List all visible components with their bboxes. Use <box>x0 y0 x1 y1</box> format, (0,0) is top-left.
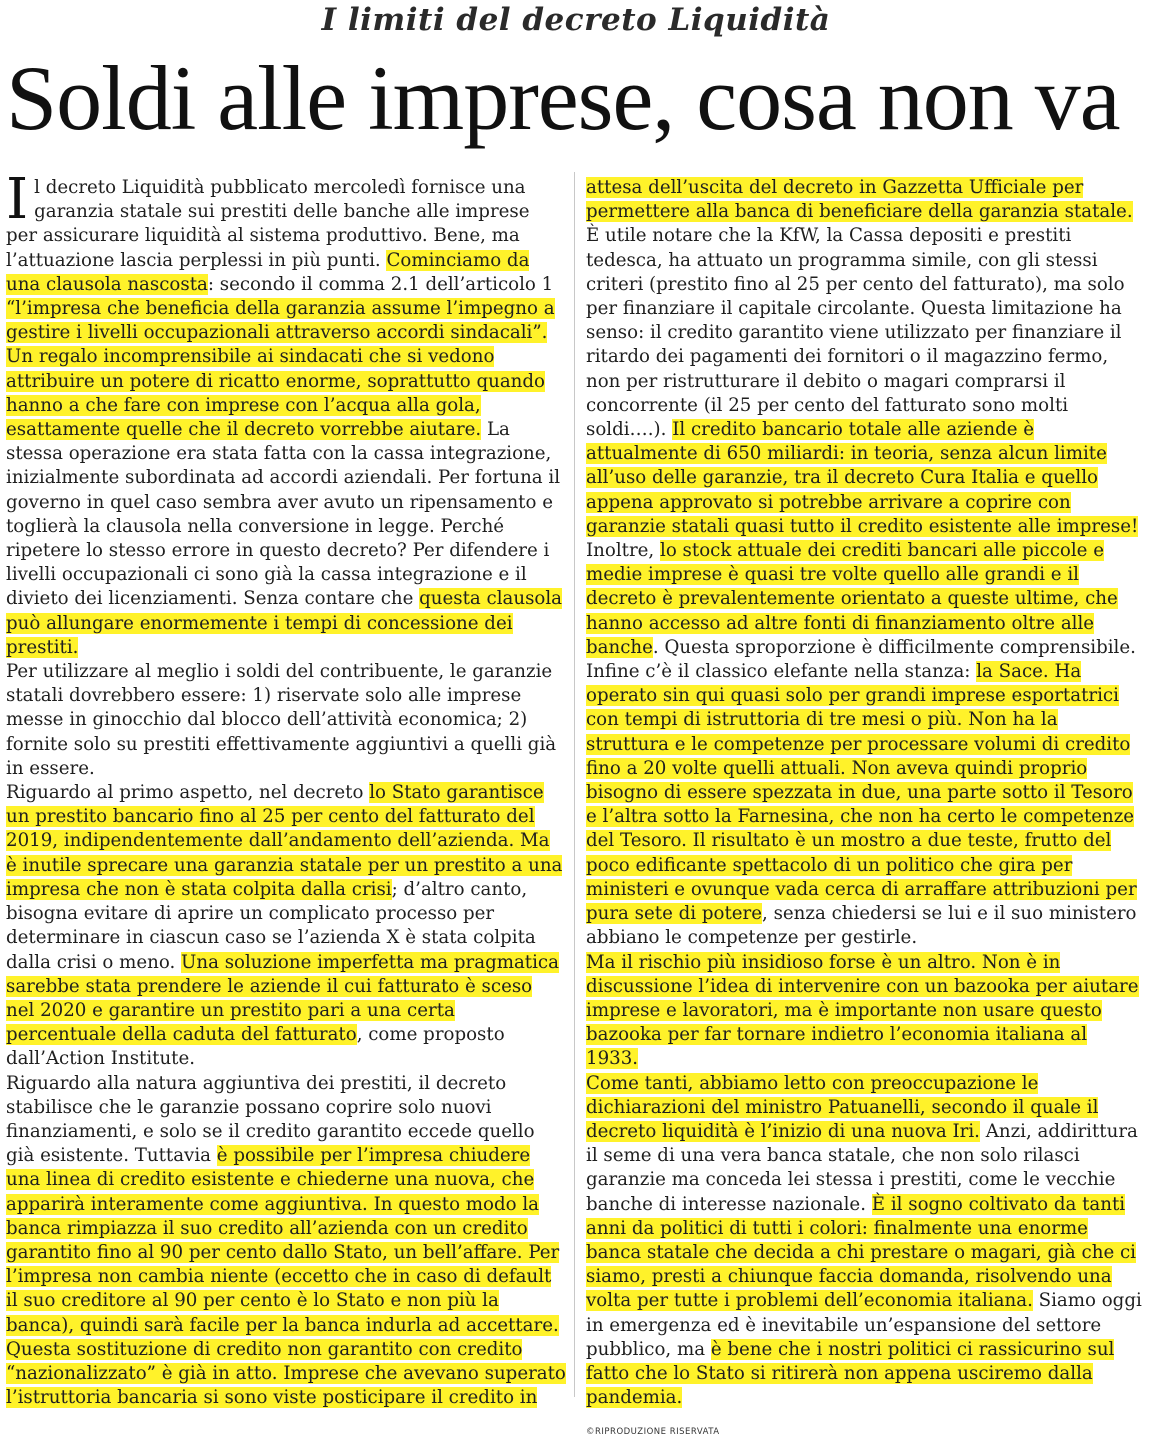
highlighted-text: è bene che i nostri politici ci rassicurino sul fatto che lo Stato si ritirerà non appena usciremo dalla pandemia. <box>586 1338 1115 1409</box>
text-run: , senza chiedersi se lui e il suo ministero abbiano le competenze per gestirle. <box>586 903 1137 949</box>
text-run: Per utilizzare al meglio i soldi del contribuente, le garanzie statali dovrebbero essere: 1) riservate solo alle imprese messe in ginocchio dal blocco dell’attività economica; 2) fornite solo su prestiti effettivamente aggiuntivi a quelli già in essere. <box>6 661 557 779</box>
highlighted-text: “l’impresa che beneficia della garanzia assume l’impegno a gestire i livelli occupazionali attraverso accordi sindacali”. Un regalo incomprensibile ai sindacati che si vedono attribuire un potere di ricatto enorme, soprattutto quando hanno a che fare con imprese con l’acqua alla gola, esattamente quelle che il decreto vorrebbe aiutare. <box>6 298 555 441</box>
text-run: Riguardo alla natura aggiuntiva dei prestiti, il decreto stabilisce che le garanzie possano coprire solo nuovi finanziamenti, e solo se il credito garantito eccede quello già esistente. Tuttavia <box>6 1072 535 1167</box>
article-kicker: I limiti del decreto Liquidità <box>321 2 831 38</box>
article-paragraph <box>6 660 566 781</box>
article-paragraph <box>6 167 566 660</box>
text-run: . Questa sproporzione è difficilmente comprensibile. <box>652 636 1136 658</box>
drop-cap: I <box>6 167 29 232</box>
text-run: Siamo oggi in emergenza ed è inevitabile un’espansione del settore pubblico, ma <box>586 1290 1142 1360</box>
text-run: Riguardo al primo aspetto, nel decreto <box>6 782 370 804</box>
article-paragraph <box>6 781 566 1071</box>
highlighted-text: lo Stato garantisce un prestito bancario fino al 25 per cento del fatturato del 2019, indipendentemente dall’andamento dell’azienda. Ma è inutile sprecare una garanzia statale per un prestito a una impresa che non è stata colpita dalla crisi <box>6 782 563 900</box>
article-paragraph <box>586 539 1144 660</box>
highlighted-text: Ma il rischio più insidioso forse è un altro. Non è in discussione l’idea di intervenire con un bazooka per aiutare imprese e lavoratori, ma è importante non usare questo bazooka per far tornare indietro l’economia italiana al 1933. <box>586 951 1139 1070</box>
article-paragraph <box>586 224 1144 539</box>
article-headline: Soldi alle imprese, cosa non va <box>6 47 1120 149</box>
article-paragraph <box>586 660 1144 950</box>
article-paragraph <box>586 951 1144 1072</box>
highlighted-text: è possibile per l’impresa chiudere una linea di credito esistente e chiederne una nuova, che apparirà interamente come aggiuntiva. In questo modo la banca rimpiazza il suo credito all’azienda con un credito garantito fino al 90 per cento dallo Stato, un bell’affare. Per l’impresa non cambia niente (eccetto che in caso di default il suo creditore al 90 per cento è lo Stato e non più la banca), quindi sarà facile per la banca indurla ad accettare. Questa sostituzione di credito non garantito con credito “nazionalizzato” è già in atto. Imprese che avevano superato l’istruttoria bancaria si sono viste posticipare il credito in <box>6 1145 566 1409</box>
highlighted-text: Una soluzione imperfetta ma pragmatica sarebbe stata prendere le aziende il cui fatturato è sceso nel 2020 e garantire un prestito pari a una certa percentuale della caduta del fatturato <box>6 951 559 1046</box>
text-run: Infine c’è il classico elefante nella stanza: <box>586 661 977 683</box>
highlighted-text: questa clausola può allungare enormemente i tempi di concessione dei prestiti. <box>6 588 563 658</box>
text-run: Inoltre, <box>586 540 660 562</box>
highlighted-text: Cominciamo da una clausola nascosta <box>6 249 530 295</box>
highlighted-text: È il sogno coltivato da tanti anni da politici di tutti i colori: finalmente una enorme banca statale che decida a chi prestare o magari, già che ci siamo, presti a chiunque faccia domanda, risolvendo una volta per tutte i problemi dell’economia italiana. <box>586 1193 1136 1312</box>
text-run: , come proposto dall’Action Institute. <box>6 1024 505 1070</box>
text-run: La stessa operazione era stata fatta con la cassa integrazione, inizialmente subordinata ad accordi aziendali. Per fortuna il governo in quel caso sembra aver avuto un ripensamento e toglierà la clausola nella conversione in legge. Perché ripetere lo stesso errore in questo decreto? Per difendere i livelli occupazionali ci sono già la cassa integrazione e il divieto dei licenziamenti. Senza contare che <box>6 419 561 610</box>
text-run: Anzi, addirittura il seme di una vera banca statale, che non solo rilasci garanzie ma conceda lei stessa i prestiti, come le vecchie banche di interesse nazionale. <box>586 1120 1138 1215</box>
copyright-notice: ©RIPRODUZIONE RISERVATA <box>586 1427 720 1438</box>
article-column-left <box>6 167 566 1410</box>
article-paragraph <box>6 1072 566 1411</box>
text-run: : secondo il comma 2.1 dell’articolo 1 <box>207 273 554 295</box>
highlighted-text: attesa dell’uscita del decreto in Gazzetta Ufficiale per permettere alla banca di beneficiare della garanzia statale. <box>586 177 1133 223</box>
highlighted-text: la Sace. Ha operato sin qui quasi solo per grandi imprese esportatrici con tempi di istruttoria di tre mesi o più. Non ha la struttura e le competenze per processare volumi di credito fino a 20 volte quelli attuali. Non aveva quindi proprio bisogno di essere spezzata in due, una parte sotto il Tesoro e l’altra sotto la Farnesina, che non ha certo le competenze del Tesoro. Il risultato è un mostro a due teste, frutto del poco edificante spettacolo di un politico che gira per ministeri e ovunque vada cerca di arraffare attribuzioni per pura sete di potere <box>586 661 1137 925</box>
text-run: È utile notare che la KfW, la Cassa depositi e prestiti tedesca, ha attuato un programma simile, con gli stessi criteri (prestito fino al 25 per cento del fatturato), ma solo per finanziare il capitale circolante. Questa limitazione ha senso: il credito garantito viene utilizzato per finanziare il ritardo dei pagamenti dei fornitori o il magazzino fermo, non per ristrutturare il debito o magari comprarsi il concorrente (il 25 per cento del fatturato sono molti soldi….). <box>586 225 1125 441</box>
highlighted-text: Il credito bancario totale alle aziende è attualmente di 650 miliardi: in teoria, senza alcun limite all’uso delle garanzie, tra il decreto Cura Italia e quello appena approvato si potrebbe arrivare a coprire con garanzie statali quasi tutto il credito esistente alle imprese! <box>586 419 1139 537</box>
article-paragraph <box>586 176 1144 224</box>
text-run: ; d’altro canto, bisogna evitare di aprire un complicato processo per determinare in ciascun caso se l’azienda X è stata colpita dalla crisi o meno. <box>6 878 536 973</box>
article-paragraph <box>586 1072 1144 1411</box>
text-run: l decreto Liquidità pubblicato mercoledì fornisce una garanzia statale sui prestiti delle banche alle imprese per assicurare liquidità al sistema produttivo. Bene, ma l’attuazione lascia perplessi in più punti. <box>6 177 530 271</box>
highlighted-text: lo stock attuale dei crediti bancari alle piccole e medie imprese è quasi tre volte quello alle grandi e il decreto è prevalentemente orientato a queste ultime, che hanno accesso ad altre fonti di finanziamento oltre alle banche <box>586 540 1118 658</box>
highlighted-text: Come tanti, abbiamo letto con preoccupazione le dichiarazioni del ministro Patuanelli, secondo il quale il decreto liquidità è l’inizio di una nuova Iri. <box>586 1072 1099 1142</box>
article-column-right <box>586 176 1144 1445</box>
column-divider <box>574 172 575 1397</box>
